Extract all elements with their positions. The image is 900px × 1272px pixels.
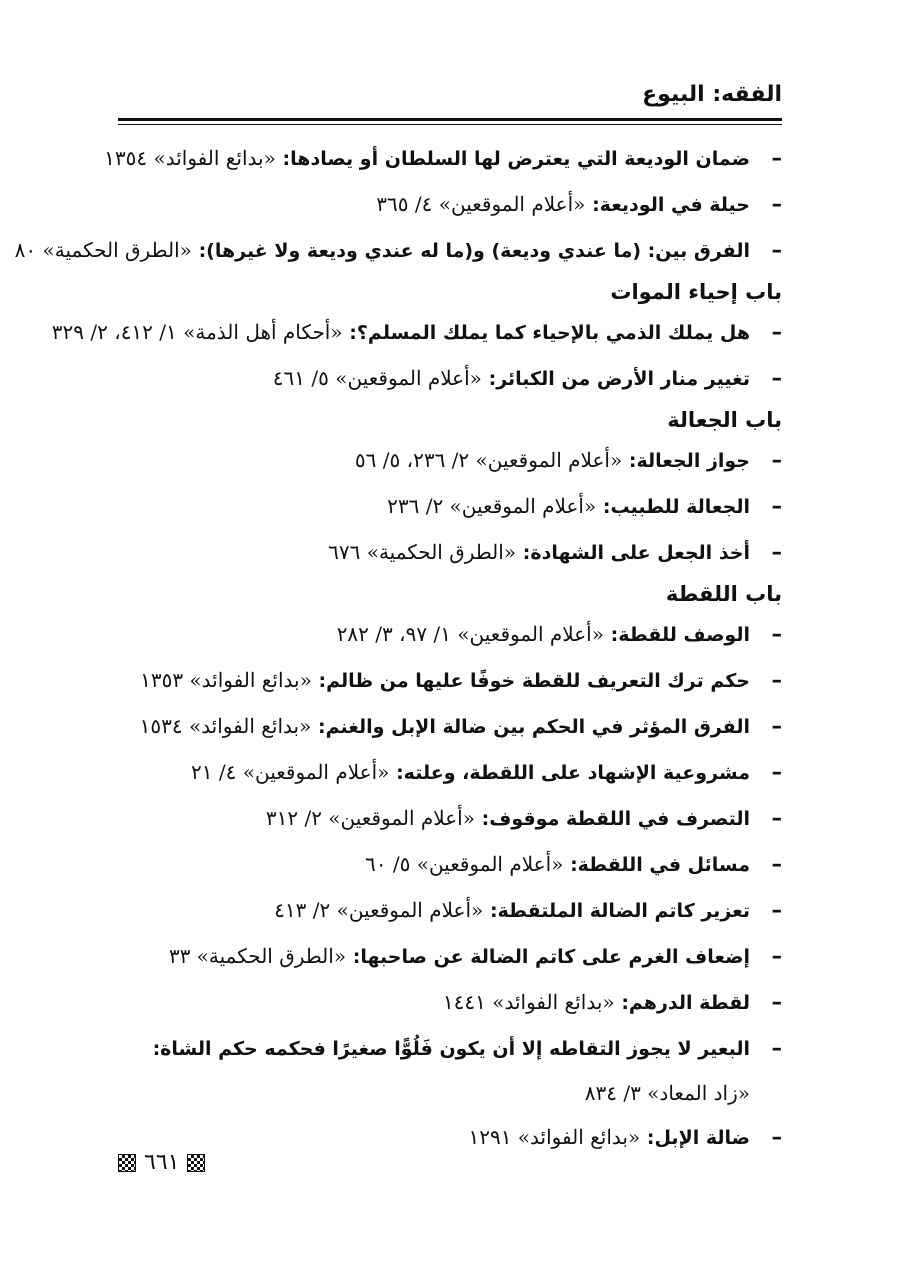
- index-entry: [104, 136, 782, 182]
- header-rule-thin: [118, 124, 782, 125]
- page-footer: [118, 1150, 205, 1175]
- entry-topic: هل يملك الذمي بالإحياء كما يملك المسلم؟:: [349, 322, 750, 344]
- section-heading: باب اللقطة: [665, 582, 782, 606]
- index-entry: [118, 356, 782, 402]
- dash-bullet-icon: –: [771, 760, 782, 784]
- index-entry: [118, 934, 782, 980]
- dash-bullet-icon: –: [771, 366, 782, 390]
- ornament-right-icon: [187, 1154, 205, 1172]
- index-entry: [118, 612, 782, 658]
- entry-reference: «أعلام الموقعين» ٢/ ٢٣٦: [387, 494, 597, 518]
- entry-reference: «الطرق الحكمية» ٨٠: [14, 238, 192, 262]
- index-entry: [118, 1026, 782, 1115]
- index-entry: [118, 182, 782, 228]
- entry-reference: «بدائع الفوائد» ١٣٥٣: [140, 668, 312, 692]
- entry-reference: «بدائع الفوائد» ١٥٣٤: [139, 714, 312, 738]
- entry-reference: «أعلام الموقعين» ٤/ ٢١: [191, 760, 390, 784]
- index-entry: [14, 228, 782, 274]
- entry-reference: «بدائع الفوائد» ١٣٥٤: [104, 146, 276, 170]
- entry-topic: جواز الجعالة:: [628, 450, 750, 472]
- dash-bullet-icon: –: [771, 898, 782, 922]
- index-entries: [14, 136, 782, 1161]
- entry-reference: «بدائع الفوائد» ١٢٩١: [468, 1125, 641, 1149]
- entry-topic: تعزير كاتم الضالة الملتقطة:: [489, 900, 750, 922]
- entry-topic: حكم ترك التعريف للقطة خوفًا عليها من ظالم:: [318, 670, 750, 692]
- entry-reference: «أعلام الموقعين» ٢/ ٢٣٦، ٥/ ٥٦: [354, 448, 623, 472]
- dash-bullet-icon: –: [771, 852, 782, 876]
- entry-topic: الفرق بين: (ما عندي وديعة) و(ما له عندي وديعة ولا غيرها):: [198, 240, 750, 262]
- index-entry: [118, 704, 782, 750]
- dash-bullet-icon: –: [771, 448, 782, 472]
- entry-reference: «الطرق الحكمية» ٦٧٦: [328, 540, 517, 564]
- index-entry: [118, 658, 782, 704]
- dash-bullet-icon: –: [771, 714, 782, 738]
- index-entry: [118, 750, 782, 796]
- dash-bullet-icon: –: [771, 238, 782, 262]
- entry-reference: «الطرق الحكمية» ٣٣: [168, 944, 347, 968]
- dash-bullet-icon: –: [771, 146, 782, 170]
- entry-topic: مشروعية الإشهاد على اللقطة، وعلته:: [396, 762, 750, 784]
- entry-reference: «أعلام الموقعين» ٢/ ٣١٢: [265, 806, 475, 830]
- entry-reference: «أحكام أهل الذمة» ١/ ٤١٢، ٢/ ٣٢٩: [51, 320, 343, 344]
- dash-bullet-icon: –: [771, 668, 782, 692]
- dash-bullet-icon: –: [771, 806, 782, 830]
- entry-topic: التصرف في اللقطة موقوف:: [481, 808, 750, 830]
- index-entry: [118, 1115, 782, 1161]
- entry-topic: إضعاف الغرم على كاتم الضالة عن صاحبها:: [352, 946, 750, 968]
- entry-topic: الفرق المؤثر في الحكم بين ضالة الإبل والغنم:: [318, 716, 750, 738]
- entry-topic: تغيير منار الأرض من الكبائر:: [488, 368, 750, 390]
- entry-topic: مسائل في اللقطة:: [570, 854, 750, 876]
- index-entry: [118, 438, 782, 484]
- dash-bullet-icon: –: [771, 622, 782, 646]
- index-entry: [51, 310, 782, 356]
- dash-bullet-icon: –: [771, 1125, 782, 1149]
- ornament-left-icon: [118, 1154, 136, 1172]
- page-number: ٦٦١: [144, 1150, 180, 1175]
- dash-bullet-icon: –: [771, 494, 782, 518]
- index-entry: [118, 796, 782, 842]
- entry-reference: «أعلام الموقعين» ٥/ ٦٠: [365, 852, 564, 876]
- dash-bullet-icon: –: [771, 540, 782, 564]
- index-entry: [118, 842, 782, 888]
- entry-reference: «زاد المعاد» ٣/ ٨٣٤: [584, 1081, 750, 1105]
- entry-topic: ضمان الوديعة التي يعترض لها السلطان أو يصادها:: [282, 148, 750, 170]
- index-entry: [118, 980, 782, 1026]
- dash-bullet-icon: –: [771, 320, 782, 344]
- section-heading: باب إحياء الموات: [610, 280, 782, 304]
- entry-reference: «أعلام الموقعين» ٢/ ٤١٣: [274, 898, 484, 922]
- index-entry: [118, 530, 782, 576]
- dash-bullet-icon: –: [771, 944, 782, 968]
- entry-topic: الجعالة للطبيب:: [602, 496, 750, 518]
- entry-topic: أخذ الجعل على الشهادة:: [522, 542, 750, 564]
- entry-topic: حيلة في الوديعة:: [592, 194, 750, 216]
- dash-bullet-icon: –: [771, 1036, 782, 1060]
- entry-topic: البعير لا يجوز التقاطه إلا أن يكون فَلُوًّا صغيرًا فحكمه حكم الشاة:: [152, 1038, 750, 1060]
- entry-reference: «أعلام الموقعين» ٤/ ٣٦٥: [376, 192, 586, 216]
- header-rule-thick: [118, 118, 782, 121]
- entry-reference: «أعلام الموقعين» ٥/ ٤٦١: [272, 366, 482, 390]
- entry-topic: ضالة الإبل:: [646, 1127, 750, 1149]
- running-header-title: الفقه: البيوع: [642, 82, 782, 107]
- section-heading: باب الجعالة: [667, 408, 782, 432]
- index-entry: [118, 484, 782, 530]
- dash-bullet-icon: –: [771, 192, 782, 216]
- entry-reference: «بدائع الفوائد» ١٤٤١: [442, 990, 615, 1014]
- entry-topic: لقطة الدرهم:: [621, 992, 750, 1014]
- index-entry: [118, 888, 782, 934]
- dash-bullet-icon: –: [771, 990, 782, 1014]
- entry-topic: الوصف للقطة:: [610, 624, 750, 646]
- entry-reference: «أعلام الموقعين» ١/ ٩٧، ٣/ ٢٨٢: [336, 622, 604, 646]
